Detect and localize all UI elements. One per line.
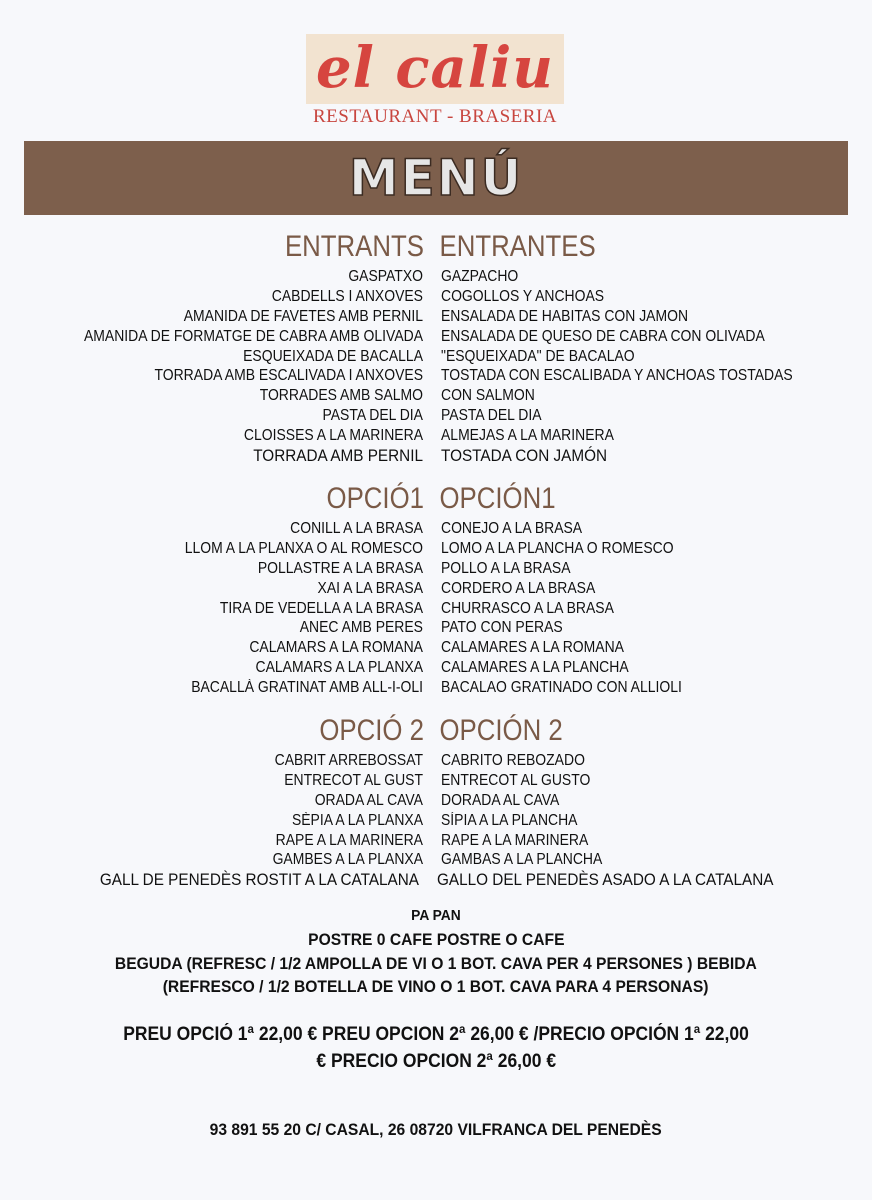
dish-row [0, 287, 872, 307]
dish-catalan: CABRIT ARREBOSSAT [274, 751, 423, 769]
dessert-line: POSTRE 0 CAFE POSTRE O CAFE [307, 930, 565, 949]
section-entrants [0, 220, 872, 466]
dish-row [0, 446, 872, 466]
dish-row [0, 599, 872, 619]
dish-catalan: GASPATXO [348, 267, 423, 285]
dish-catalan: BACALLÀ GRATINAT AMB ALL-I-OLI [191, 679, 423, 697]
dish-spanish: ALMEJAS A LA MARINERA [441, 427, 614, 445]
section-heading [0, 220, 872, 264]
heading-spanish: ENTRANTES [439, 230, 596, 263]
dish-spanish: CORDERO A LA BRASA [441, 579, 596, 597]
dish-row [0, 426, 872, 446]
dish-row [0, 519, 872, 539]
dish-catalan: ENTRECOT AL GUST [284, 771, 423, 789]
dish-row [0, 579, 872, 599]
dish-row [0, 386, 872, 406]
dish-row [0, 559, 872, 579]
heading-spanish: OPCIÓN 2 [439, 714, 563, 747]
dish-spanish: RAPE A LA MARINERA [441, 831, 589, 849]
dish-row [0, 347, 872, 367]
dish-spanish: SÍPIA A LA PLANCHA [441, 811, 578, 829]
dish-spanish: ENSALADA DE QUESO DE CABRA CON OLIVADA [441, 327, 765, 345]
dish-row [0, 850, 872, 870]
dish-catalan: GAMBES A LA PLANXA [272, 851, 423, 869]
dish-list [0, 519, 872, 698]
dish-catalan: TORRADA AMB PERNIL [253, 445, 423, 465]
dish-row [0, 539, 872, 559]
drink-line-2: (REFRESCO / 1/2 BOTELLA DE VINO O 1 BOT. CAVA PARA 4 PERSONAS) [163, 977, 709, 996]
dish-spanish: CONEJO A LA BRASA [441, 519, 583, 537]
price-line-1: PREU OPCIÓ 1ª 22,00 € PREU OPCION 2ª 26,00 € /PRECIO OPCIÓN 1ª 22,00 [123, 1024, 749, 1045]
dish-catalan: CALAMARS A LA ROMANA [249, 639, 423, 657]
dish-row [0, 658, 872, 678]
section-option-1 [0, 472, 872, 698]
dish-row [0, 831, 872, 851]
dish-catalan: CALAMARS A LA PLANXA [255, 659, 423, 677]
heading-spanish: OPCIÓN1 [439, 482, 556, 515]
dish-row [0, 406, 872, 426]
dish-catalan: AMANIDA DE FORMATGE DE CABRA AMB OLIVADA [83, 327, 423, 345]
heading-catalan: OPCIÓ1 [326, 482, 424, 515]
dish-catalan: TORRADA AMB ESCALIVADA I ANXOVES [154, 367, 423, 385]
dish-catalan: ORADA AL CAVA [314, 791, 423, 809]
logo-text: el caliu [315, 35, 555, 101]
dish-catalan: CONILL A LA BRASA [290, 519, 423, 537]
dish-row [0, 771, 872, 791]
bread-line: PA PAN [411, 907, 461, 924]
dish-row [0, 638, 872, 658]
dish-spanish: CHURRASCO A LA BRASA [441, 599, 614, 617]
dish-row [0, 791, 872, 811]
heading-catalan: OPCIÓ 2 [319, 714, 424, 747]
menu-banner [24, 141, 848, 215]
section-heading [0, 704, 872, 748]
dish-list [0, 751, 872, 890]
dish-spanish: LOMO A LA PLANCHA O ROMESCO [441, 539, 674, 557]
dish-catalan: TORRADES AMB SALMO [259, 387, 423, 405]
dish-row [0, 811, 872, 831]
dish-catalan: RAPE A LA MARINERA [275, 831, 423, 849]
dish-spanish: POLLO A LA BRASA [441, 559, 571, 577]
dish-row [0, 307, 872, 327]
section-option-2 [0, 704, 872, 890]
contact-line: 93 891 55 20 C/ CASAL, 26 08720 VILFRANCA DEL PENEDÈS [209, 1120, 663, 1139]
dish-row [0, 327, 872, 347]
dish-row [0, 618, 872, 638]
dish-catalan: GALL DE PENEDÈS ROSTIT A LA CATALANA [99, 870, 419, 890]
dish-catalan: LLOM A LA PLANXA O AL ROMESCO [184, 539, 423, 557]
dish-row [0, 267, 872, 287]
dish-spanish: CABRITO REBOZADO [441, 751, 585, 769]
restaurant-subtitle: RESTAURANT - BRASERIA [312, 106, 558, 127]
dish-catalan: AMANIDA DE FAVETES AMB PERNIL [183, 307, 423, 325]
section-heading [0, 472, 872, 516]
dish-spanish: TOSTADA CON JAMÓN [441, 445, 608, 465]
heading-catalan: ENTRANTS [284, 230, 424, 263]
dish-spanish: ENTRECOT AL GUSTO [441, 771, 591, 789]
drink-line-1: BEGUDA (REFRESC / 1/2 AMPOLLA DE VI O 1 BOT. CAVA PER 4 PERSONES ) BEBIDA [115, 954, 757, 973]
dish-row [0, 751, 872, 771]
dish-spanish: PASTA DEL DIA [441, 407, 542, 425]
dish-catalan: ESQUEIXADA DE BACALLA [243, 347, 423, 365]
dish-spanish: "ESQUEIXADA" DE BACALAO [441, 347, 635, 365]
dish-catalan: SÈPIA A LA PLANXA [291, 811, 423, 829]
dish-spanish: GAZPACHO [441, 267, 519, 285]
dish-spanish: CALAMARES A LA ROMANA [441, 639, 624, 657]
dish-spanish: DORADA AL CAVA [441, 791, 560, 809]
menu-title: MENÚ [348, 149, 524, 207]
dish-row [0, 678, 872, 698]
logo [306, 34, 564, 104]
dish-catalan: ANEC AMB PERES [299, 619, 423, 637]
dish-spanish: CON SALMON [441, 387, 535, 405]
dish-spanish: BACALAO GRATINADO CON ALLIOLI [441, 679, 682, 697]
dish-spanish: GALLO DEL PENEDÈS ASADO A LA CATALANA [437, 870, 774, 890]
dish-spanish: GAMBAS A LA PLANCHA [441, 851, 603, 869]
dish-catalan: CABDELLS I ANXOVES [271, 287, 423, 305]
dish-row [0, 366, 872, 386]
dish-catalan: PASTA DEL DIA [322, 407, 423, 425]
dish-catalan: TIRA DE VEDELLA A LA BRASA [219, 599, 423, 617]
dish-catalan: POLLASTRE A LA BRASA [257, 559, 423, 577]
dish-list [0, 267, 872, 466]
dish-spanish: PATO CON PERAS [441, 619, 563, 637]
dish-spanish: COGOLLOS Y ANCHOAS [441, 287, 605, 305]
dish-row [0, 870, 872, 890]
dish-catalan: CLOISSES A LA MARINERA [243, 427, 423, 445]
price-line-2: € PRECIO OPCION 2ª 26,00 € [316, 1051, 556, 1072]
dish-catalan: XAI A LA BRASA [317, 579, 423, 597]
dish-spanish: ENSALADA DE HABITAS CON JAMON [441, 307, 689, 325]
dish-spanish: CALAMARES A LA PLANCHA [441, 659, 629, 677]
dish-spanish: TOSTADA CON ESCALIBADA Y ANCHOAS TOSTADAS [441, 367, 793, 385]
